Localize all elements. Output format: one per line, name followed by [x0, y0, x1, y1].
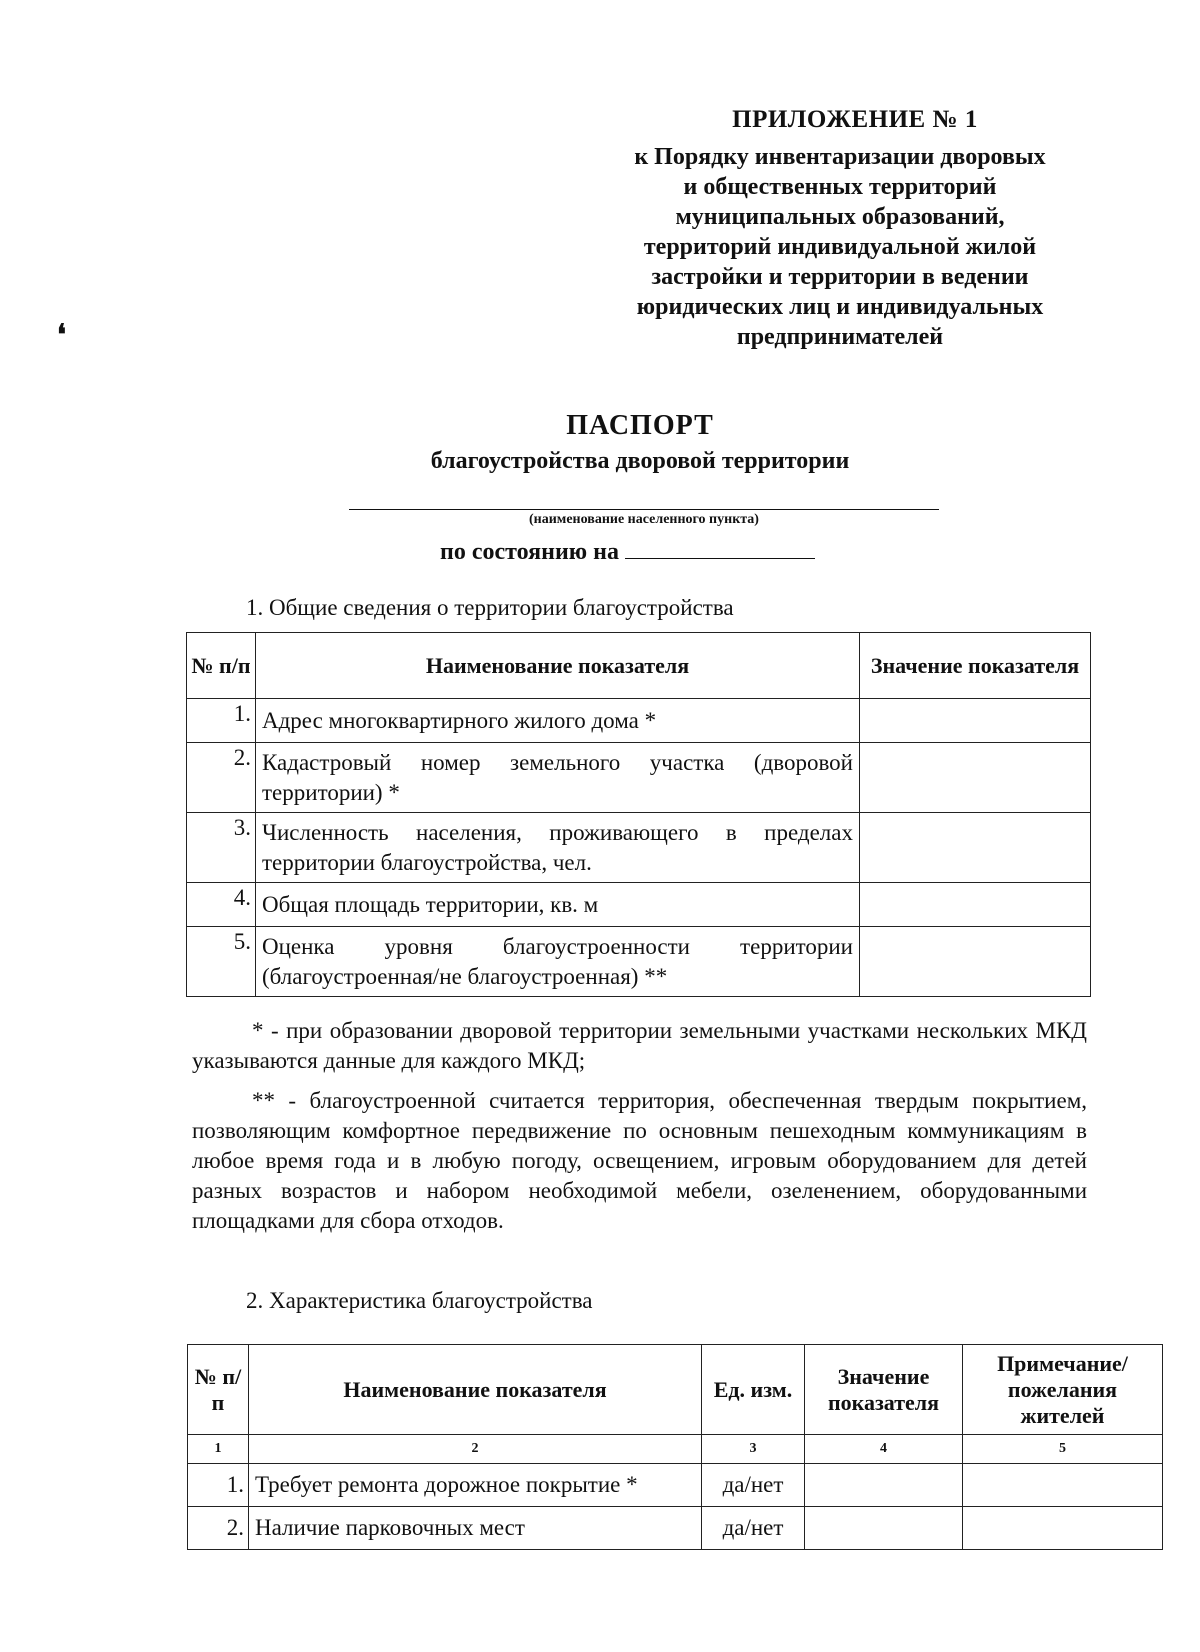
- row-unit: да/нет: [702, 1464, 805, 1507]
- row-num: 2.: [188, 1507, 249, 1550]
- settlement-name-line: [349, 509, 939, 510]
- passport-heading: [290, 410, 990, 475]
- annex-line: юридических лиц и индивидуальных: [636, 294, 1044, 320]
- table-row: [187, 883, 1091, 927]
- annex-line: муниципальных образований,: [675, 204, 1005, 230]
- annex-line: и общественных территорий: [683, 174, 997, 200]
- header-note: Примечание/ пожелания жителей: [963, 1345, 1163, 1435]
- settlement-name-caption: (наименование населенного пункта): [529, 512, 759, 527]
- table-header-row: [187, 633, 1091, 699]
- table-row: [187, 743, 1091, 813]
- state-date-line: [440, 536, 815, 566]
- passport-subtitle: благоустройства дворовой территории: [430, 448, 850, 474]
- column-number: 3: [702, 1435, 805, 1464]
- row-value: [860, 743, 1091, 813]
- table-row: [188, 1464, 1163, 1507]
- header-value: Значение показателя: [805, 1345, 963, 1435]
- column-number: 1: [188, 1435, 249, 1464]
- row-name: Кадастровый номер земельного участка (дворовой территории) *: [256, 743, 860, 813]
- header-name: Наименование показателя: [249, 1345, 702, 1435]
- annex-description: [590, 142, 1090, 352]
- row-num: 5.: [187, 927, 256, 997]
- section2-title: 2. Характеристика благоустройства: [246, 1288, 593, 1313]
- row-num: 3.: [187, 813, 256, 883]
- footnote-text: ** - благоустроенной считается территория, обеспеченная твердым покрытием, позволяющим комфортное передвижение по основным пешеходным коммуникациям в любое время года и в любую погоду, освещением, игровым оборудованием для детей разных возрастов и набором необходимой мебели, озеленением, оборудованными площадками для сбора отходов.: [192, 1088, 1087, 1233]
- column-number: 4: [805, 1435, 963, 1464]
- row-value: [860, 927, 1091, 997]
- annex-title: ПРИЛОЖЕНИЕ № 1: [732, 106, 978, 133]
- section1-title: 1. Общие сведения о территории благоустройства: [246, 595, 734, 620]
- footnote-single-asterisk: [192, 1016, 1087, 1076]
- row-name: Наличие парковочных мест: [249, 1507, 702, 1550]
- table-row: [187, 699, 1091, 743]
- row-note: [963, 1507, 1163, 1550]
- row-value: [860, 699, 1091, 743]
- annex-line: застройки и территории в ведении: [651, 264, 1029, 290]
- table-row: [187, 813, 1091, 883]
- table-header-row: [188, 1345, 1163, 1435]
- row-name: Требует ремонта дорожное покрытие *: [249, 1464, 702, 1507]
- row-name: Общая площадь территории, кв. м: [256, 883, 860, 927]
- state-date-label: по состоянию на: [440, 539, 619, 565]
- header-unit: Ед. изм.: [702, 1345, 805, 1435]
- row-note: [963, 1464, 1163, 1507]
- annex-header: [590, 106, 1090, 352]
- state-date-blank: [625, 536, 815, 559]
- row-value: [860, 813, 1091, 883]
- row-name: Оценка уровня благоустроенности территории (благоустроенная/не благоустроенная) **: [256, 927, 860, 997]
- row-num: 4.: [187, 883, 256, 927]
- row-name: Адрес многоквартирного жилого дома *: [256, 699, 860, 743]
- row-value: [860, 883, 1091, 927]
- annex-line: предпринимателей: [736, 324, 944, 350]
- row-value: [805, 1464, 963, 1507]
- row-num: 1.: [188, 1464, 249, 1507]
- table-row: [187, 927, 1091, 997]
- column-number: 2: [249, 1435, 702, 1464]
- footnote-text: * - при образовании дворовой территории земельными участками нескольких МКД указываются данные для каждого МКД;: [192, 1018, 1087, 1073]
- column-number-row: [188, 1435, 1163, 1464]
- annex-line: территорий индивидуальной жилой: [643, 234, 1037, 260]
- row-name: Численность населения, проживающего в пределах территории благоустройства, чел.: [256, 813, 860, 883]
- header-num: № п/п: [188, 1345, 249, 1435]
- row-num: 2.: [187, 743, 256, 813]
- footnote-double-asterisk: [192, 1086, 1087, 1236]
- characteristics-table: [187, 1344, 1163, 1550]
- passport-title: ПАСПОРТ: [566, 410, 714, 441]
- header-value: Значение показателя: [860, 633, 1091, 699]
- row-num: 1.: [187, 699, 256, 743]
- row-value: [805, 1507, 963, 1550]
- table-row: [188, 1507, 1163, 1550]
- header-num: № п/п: [187, 633, 256, 699]
- annex-line: к Порядку инвентаризации дворовых: [634, 144, 1046, 170]
- scan-mark-icon: ❛: [57, 320, 67, 351]
- general-info-table: [186, 632, 1091, 997]
- row-unit: да/нет: [702, 1507, 805, 1550]
- column-number: 5: [963, 1435, 1163, 1464]
- header-name: Наименование показателя: [256, 633, 860, 699]
